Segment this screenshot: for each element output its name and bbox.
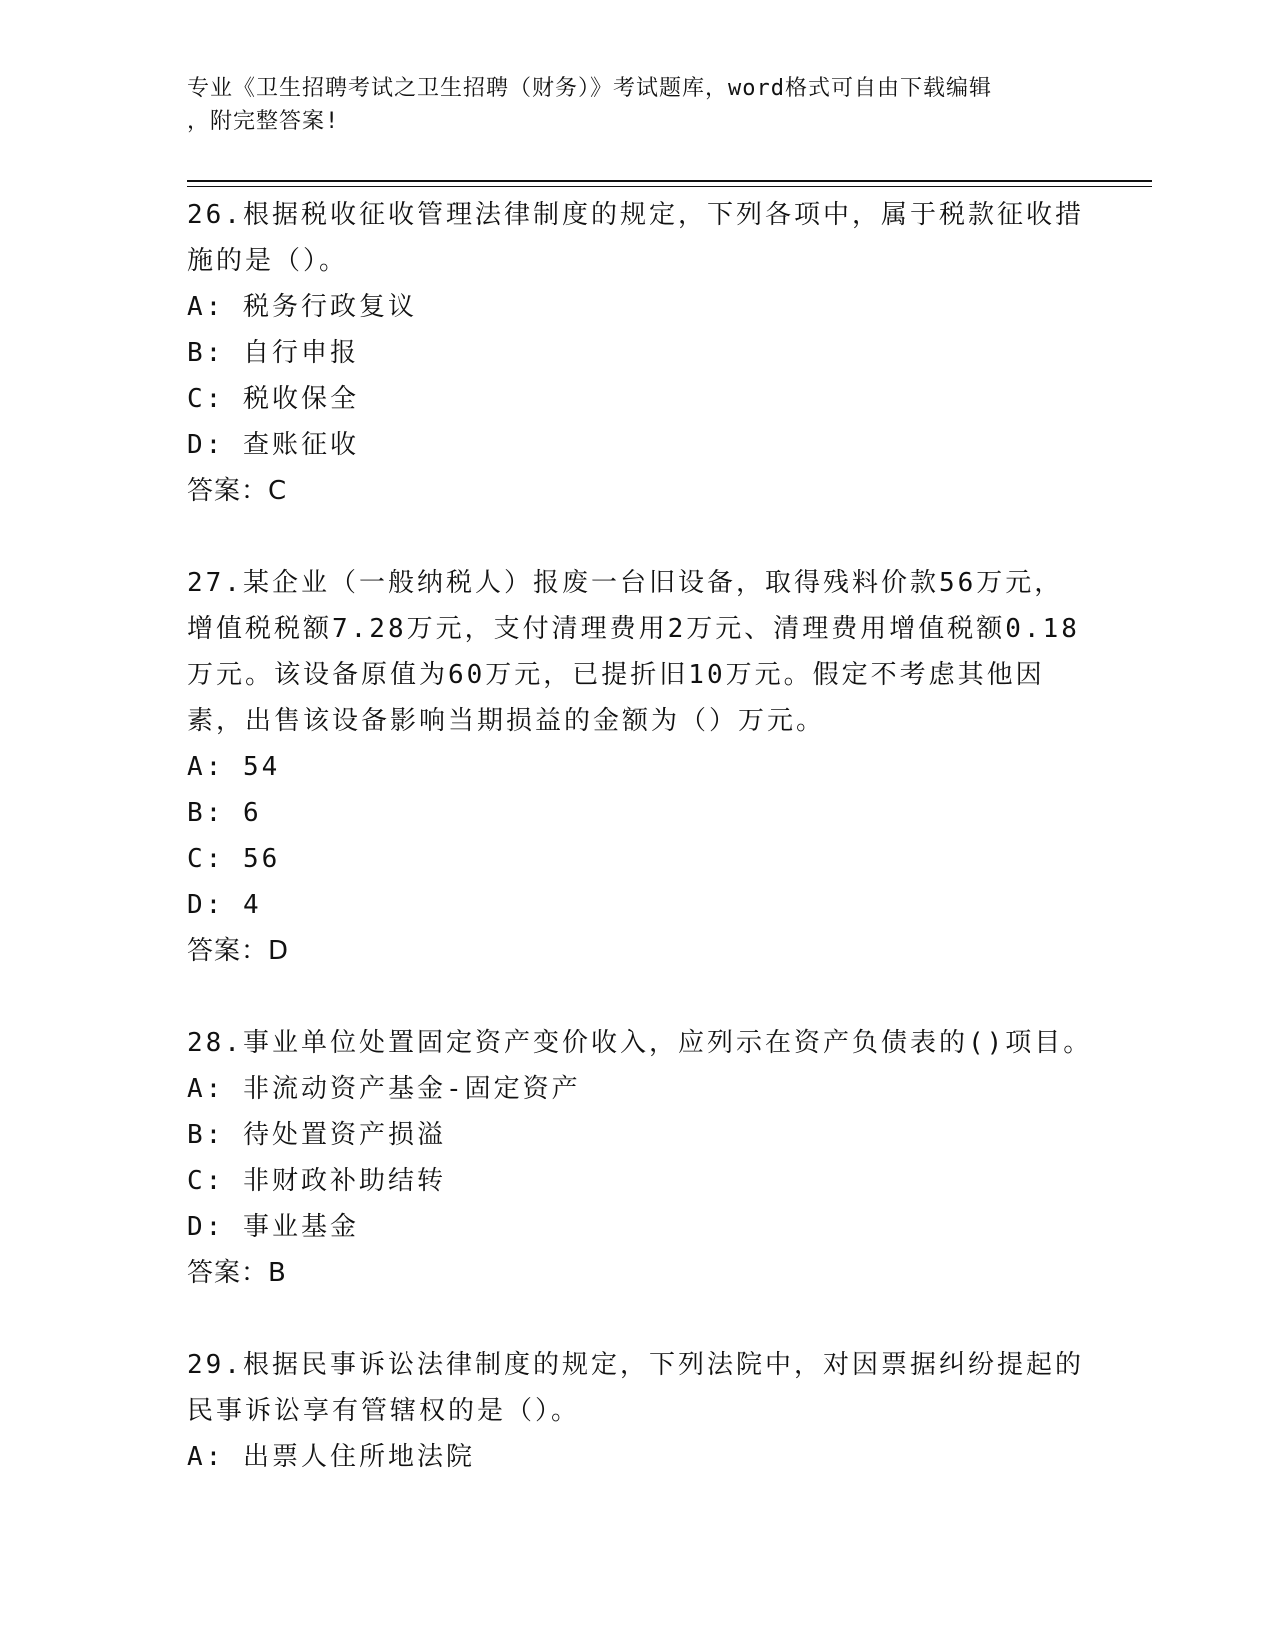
option-a: A: 出票人住所地法院: [187, 1442, 475, 1472]
header-line-1: 专业《卫生招聘考试之卫生招聘（财务）》考试题库，word格式可自由下载编辑: [187, 76, 992, 101]
option-c: C: 非财政补助结转: [187, 1166, 446, 1196]
option-c: C: 税收保全: [187, 384, 359, 414]
header-line-2: ，附完整答案!: [187, 109, 340, 134]
question-text: 27.某企业（一般纳税人）报废一台旧设备，取得残料价款56万元，: [187, 568, 1064, 598]
option-a: A: 税务行政复议: [187, 292, 417, 322]
question-text: 28.事业单位处置固定资产变价收入，应列示在资产负债表的()项目。: [187, 1028, 1093, 1058]
option-d: D: 事业基金: [187, 1212, 359, 1242]
question-text: 素，出售该设备影响当期损益的金额为（）万元。: [187, 706, 826, 736]
option-b: B: 自行申报: [187, 338, 359, 368]
question-26: [187, 192, 1087, 514]
document-header: [187, 72, 1067, 138]
option-b: B: 待处置资产损溢: [187, 1120, 446, 1150]
header-divider-thick: [187, 180, 1152, 182]
option-a: A: 54: [187, 752, 281, 782]
question-27: [187, 560, 1087, 974]
answer: 答案：D: [187, 936, 290, 966]
question-text: 26.根据税收征收管理法律制度的规定，下列各项中，属于税款征收措: [187, 200, 1084, 230]
question-28: [187, 1020, 1093, 1296]
answer: 答案：C: [187, 476, 288, 506]
header-divider-thin: [187, 186, 1152, 187]
option-a: A: 非流动资产基金-固定资产: [187, 1074, 581, 1104]
option-b: B: 6: [187, 798, 262, 828]
question-text: 施的是（）。: [187, 246, 349, 276]
answer: 答案：B: [187, 1258, 287, 1288]
question-text: 29.根据民事诉讼法律制度的规定，下列法院中，对因票据纠纷提起的: [187, 1350, 1084, 1380]
question-text: 民事诉讼享有管辖权的是（）。: [187, 1396, 581, 1426]
question-text: 增值税税额7.28万元，支付清理费用2万元、清理费用增值税额0.18: [187, 614, 1080, 644]
option-d: D: 4: [187, 890, 262, 920]
question-text: 万元。该设备原值为60万元，已提折旧10万元。假定不考虑其他因: [187, 660, 1045, 690]
question-list: [187, 192, 1093, 1480]
option-c: C: 56: [187, 844, 281, 874]
option-d: D: 查账征收: [187, 430, 359, 460]
question-29: [187, 1342, 1087, 1480]
